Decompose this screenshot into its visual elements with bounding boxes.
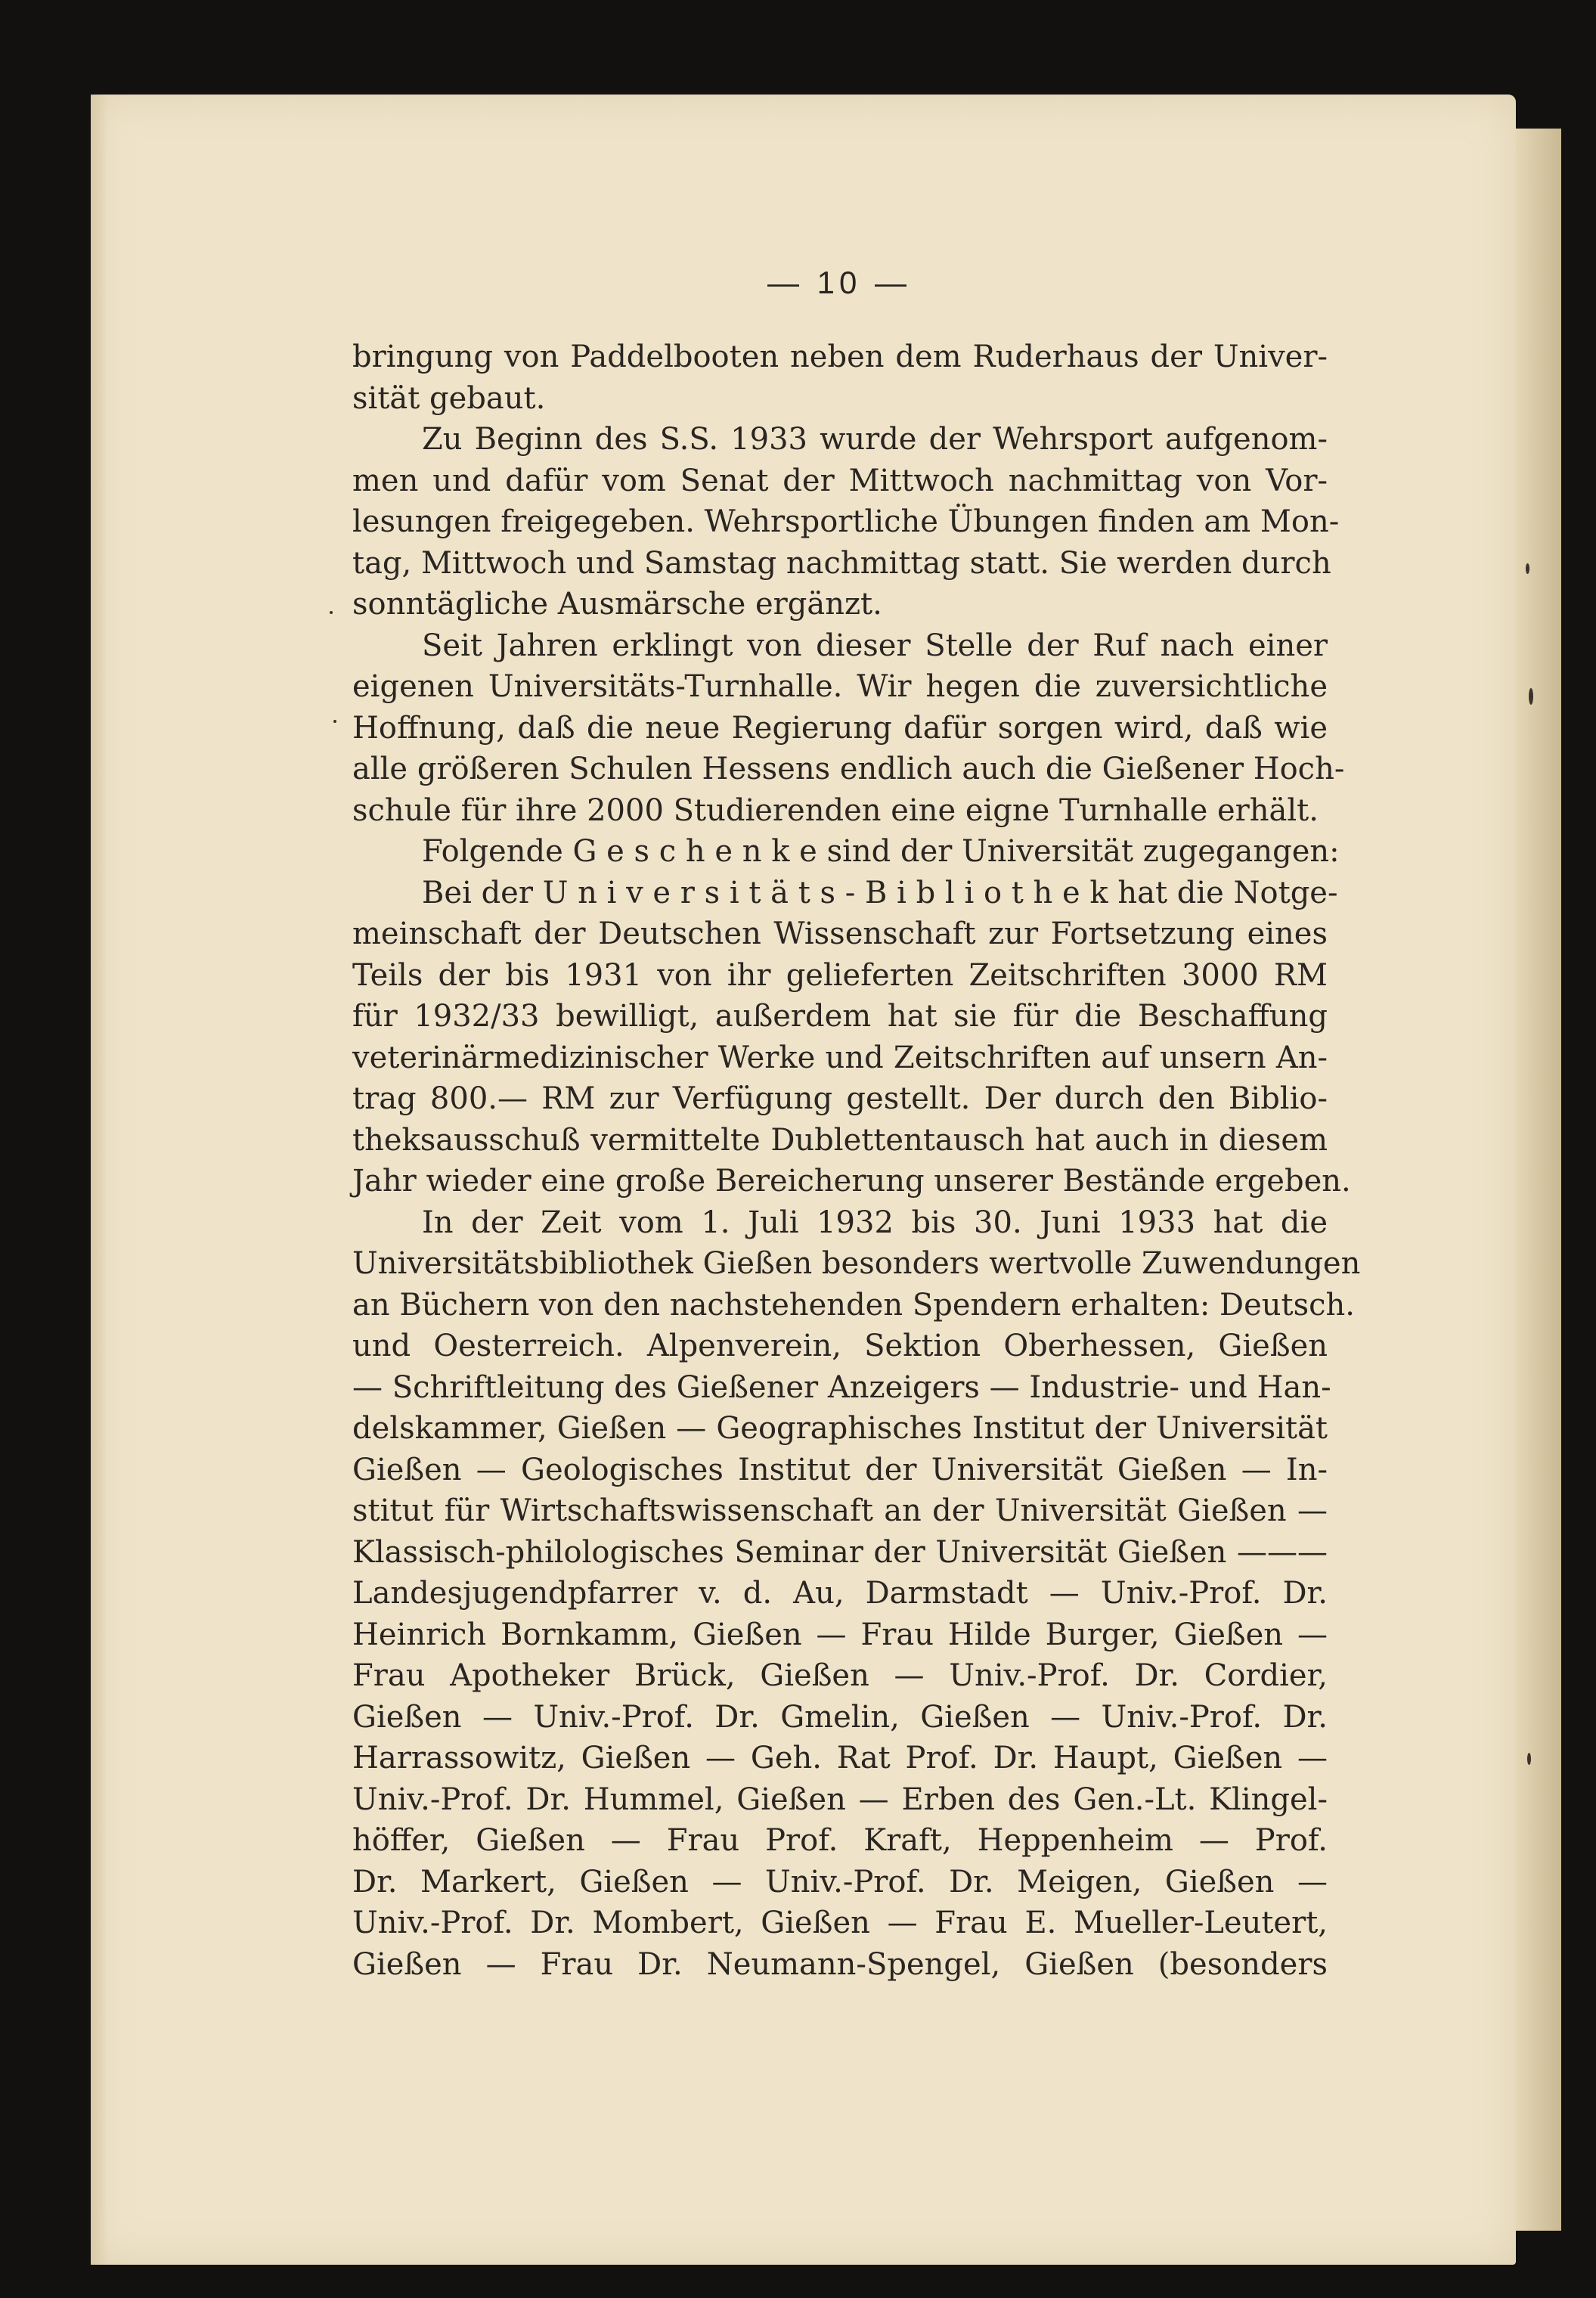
text-line: Zu Beginn des S.S. 1933 wurde der Wehrsport aufgenom-: [422, 422, 1328, 457]
text-line: Folgende G e s c h e n k e sind der Universität zugegangen:: [422, 834, 1340, 869]
text-line: lesungen freigegeben. Wehrsportliche Übungen finden am Mon-: [352, 504, 1340, 539]
text-line: sonntägliche Ausmärsche ergänzt.: [352, 587, 882, 622]
paper-speck: [330, 611, 333, 614]
text-line: tag, Mittwoch und Samstag nachmittag statt. Sie werden durch: [352, 545, 1331, 581]
text-line: Klassisch-philologisches Seminar der Universität Gießen ———: [352, 1534, 1328, 1570]
text-line: Univ.-Prof. Dr. Mombert, Gießen — Frau E. Mueller-Leutert,: [352, 1906, 1328, 1940]
body-text: [352, 336, 1361, 1985]
text-line: In der Zeit vom 1. Juli 1932 bis 30. Juni 1933 hat die: [422, 1205, 1328, 1240]
page-gutter-shadow: [91, 95, 107, 2265]
text-line: veterinärmedizinischer Werke und Zeitschriften auf unsern An-: [352, 1040, 1328, 1075]
paper-speck: [1527, 1753, 1531, 1765]
text-line: an Büchern von den nachstehenden Spendern erhalten: Deutsch.: [352, 1287, 1356, 1323]
text-line: delskammer, Gießen — Geographisches Institut der Universität: [352, 1411, 1328, 1446]
page-right-edge: [1516, 129, 1561, 2231]
text-line: Hoffnung, daß die neue Regierung dafür sorgen wird, daß wie: [352, 710, 1328, 746]
paper-speck: [1529, 688, 1533, 705]
text-line: Landesjugendpfarrer v. d. Au, Darmstadt — Univ.-Prof. Dr.: [352, 1576, 1328, 1611]
text-line: für 1932/33 bewilligt, außerdem hat sie für die Beschaffung: [352, 999, 1328, 1034]
paper-speck: [1526, 563, 1529, 574]
text-line: — Schriftleitung des Gießener Anzeigers — Industrie- und Han-: [352, 1369, 1331, 1405]
text-line: men und dafür vom Senat der Mittwoch nachmittag von Vor-: [352, 463, 1328, 498]
text-line: und Oesterreich. Alpenverein, Sektion Oberhessen, Gießen: [352, 1329, 1328, 1363]
text-line: Univ.-Prof. Dr. Hummel, Gießen — Erben des Gen.-Lt. Klingel-: [352, 1782, 1328, 1817]
text-line: Gießen — Geologisches Institut der Universität Gießen — In-: [352, 1452, 1328, 1487]
text-line: Dr. Markert, Gießen — Univ.-Prof. Dr. Meigen, Gießen —: [352, 1864, 1328, 1899]
text-line: trag 800.— RM zur Verfügung gestellt. Der durch den Biblio-: [352, 1081, 1328, 1116]
text-line: Bei der U n i v e r s i t ä t s - B i b l i o t h e k hat die Notge-: [422, 875, 1338, 910]
page-number: — 10 —: [767, 265, 912, 300]
text-line: alle größeren Schulen Hessens endlich auch die Gießener Hoch-: [352, 752, 1345, 786]
text-line: Heinrich Bornkamm, Gießen — Frau Hilde Burger, Gießen —: [352, 1617, 1328, 1652]
text-line: eigenen Universitäts-Turnhalle. Wir hegen die zuversichtliche: [352, 669, 1328, 704]
text-line: Harrassowitz, Gießen — Geh. Rat Prof. Dr. Haupt, Gießen —: [352, 1741, 1328, 1775]
text-line: Teils der bis 1931 von ihr gelieferten Zeitschriften 3000 RM: [352, 957, 1328, 993]
text-line: Universitätsbibliothek Gießen besonders wertvolle Zuwendungen: [352, 1246, 1361, 1281]
text-line: Gießen — Univ.-Prof. Dr. Gmelin, Gießen — Univ.-Prof. Dr.: [352, 1699, 1328, 1735]
text-line: Jahr wieder eine große Bereicherung unserer Bestände ergeben.: [352, 1164, 1351, 1199]
text-line: stitut für Wirtschaftswissenschaft an der Universität Gießen —: [352, 1493, 1328, 1528]
text-line: höffer, Gießen — Frau Prof. Kraft, Heppenheim — Prof.: [352, 1823, 1328, 1858]
text-line: theksausschuß vermittelte Dublettentausch hat auch in diesem: [352, 1122, 1328, 1158]
text-line: Frau Apotheker Brück, Gießen — Univ.-Prof. Dr. Cordier,: [352, 1658, 1328, 1693]
text-line: meinschaft der Deutschen Wissenschaft zur Fortsetzung eines: [352, 916, 1328, 951]
text-line: sität gebaut.: [352, 380, 546, 416]
text-line: Seit Jahren erklingt von dieser Stelle der Ruf nach einer: [422, 628, 1328, 663]
text-line: bringung von Paddelbooten neben dem Ruderhaus der Univer-: [352, 340, 1328, 374]
text-line: Gießen — Frau Dr. Neumann-Spengel, Gießen (besonders: [352, 1946, 1328, 1982]
text-line: schule für ihre 2000 Studierenden eine eigne Turnhalle erhält.: [352, 792, 1319, 828]
paper-speck: [333, 720, 336, 723]
